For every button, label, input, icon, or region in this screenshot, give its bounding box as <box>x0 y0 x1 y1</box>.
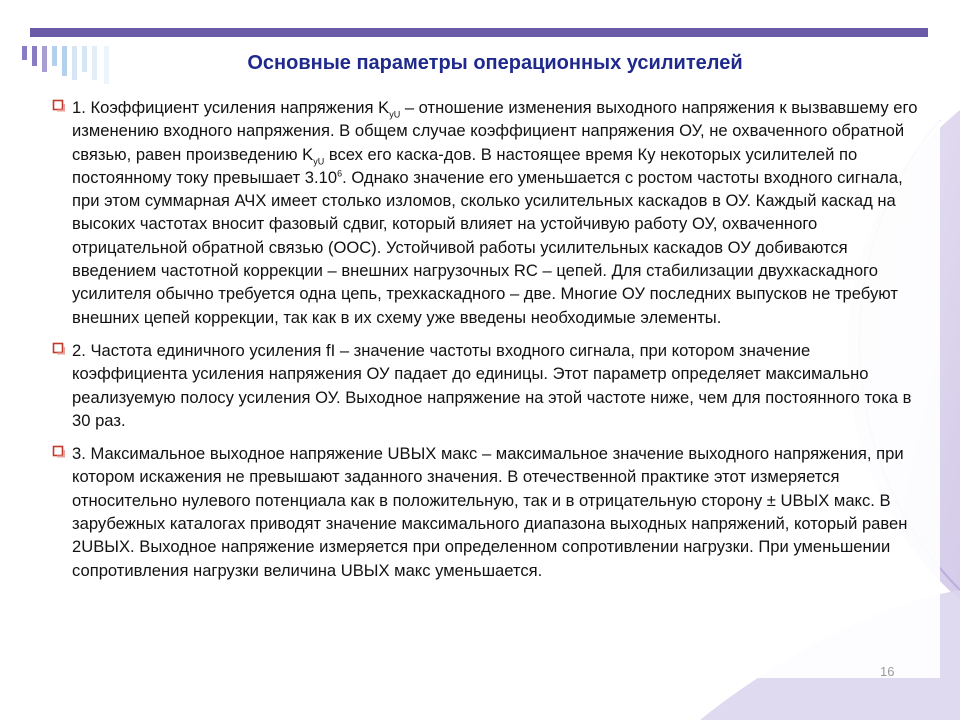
header-accent-bar <box>30 28 928 37</box>
slide-title: Основные параметры операционных усилителей <box>247 52 743 74</box>
checkbox-bullet-icon <box>52 445 66 459</box>
checkbox-bullet-icon <box>52 342 66 356</box>
item-text: 1. Коэффициент усиления напряжения $K_{уU}$ – отношение изменения выходного напряжения к вызвавшему его изменению входного напряжения. В общем случае коэффициент напряжения ОУ, не охваченного обратной связью, равен произведению $K_{уU}$ всех его каска-дов. В настоящее время Ку некоторых усилителей по постоянному току превышает 3.10$^6$. Однако значение его уменьшается с ростом частоты входного сигнала, при этом суммарная АЧХ имеет столько изломов, сколько усилительных каскадов в ОУ. Каждый каскад на высоких частотах вносит фазовый сдвиг, который влияет на устойчивую работу ОУ, охваченного отрицательной обратной связью (ООС). Устойчивой работы усилительных каскадов ОУ добиваются введением частотной коррекции – внешних нагрузочных RC – цепей. Для стабилизации двухкаскадного усилителя обычно требуется одна цепь, трехкаскадного – две. Многие ОУ последних выпусков не требуют внешних цепей коррекции, так как в их схему уже введены необходимые элементы. <box>72 98 918 327</box>
corner-stripes-decoration <box>22 46 142 86</box>
list-item <box>46 339 930 432</box>
page-number: 16 <box>880 664 895 679</box>
item-text: 2. Частота единичного усиления fI – значение частоты входного сигнала, при котором значение коэффициента усиления напряжения ОУ падает до единицы. Этот параметр определяет максимально реализуемую полосу усиления ОУ. Выходное напряжение на этой частоте ниже, чем для постоянного тока в 30 раз. <box>72 340 912 430</box>
checkbox-bullet-icon <box>52 99 66 113</box>
list-item <box>46 442 930 582</box>
bullet-list <box>46 96 930 592</box>
list-item <box>46 96 930 329</box>
item-text: 3. Максимальное выходное напряжение UВЫХ макс – максимальное значение выходного напряжения, при котором искажения не превышают заданного значения. В отечественной практике этот измеряется относительно нулевого потенциала как в положительную, так и в отрицательную сторону ± UВЫХ макс. В зарубежных каталогах приводят значение максимального диапазона выходных напряжений, который равен 2UВЫХ. Выходное напряжение измеряется при определенном сопротивлении нагрузки. При уменьшении сопротивления нагрузки величина UВЫХ макс уменьшается. <box>72 444 908 580</box>
